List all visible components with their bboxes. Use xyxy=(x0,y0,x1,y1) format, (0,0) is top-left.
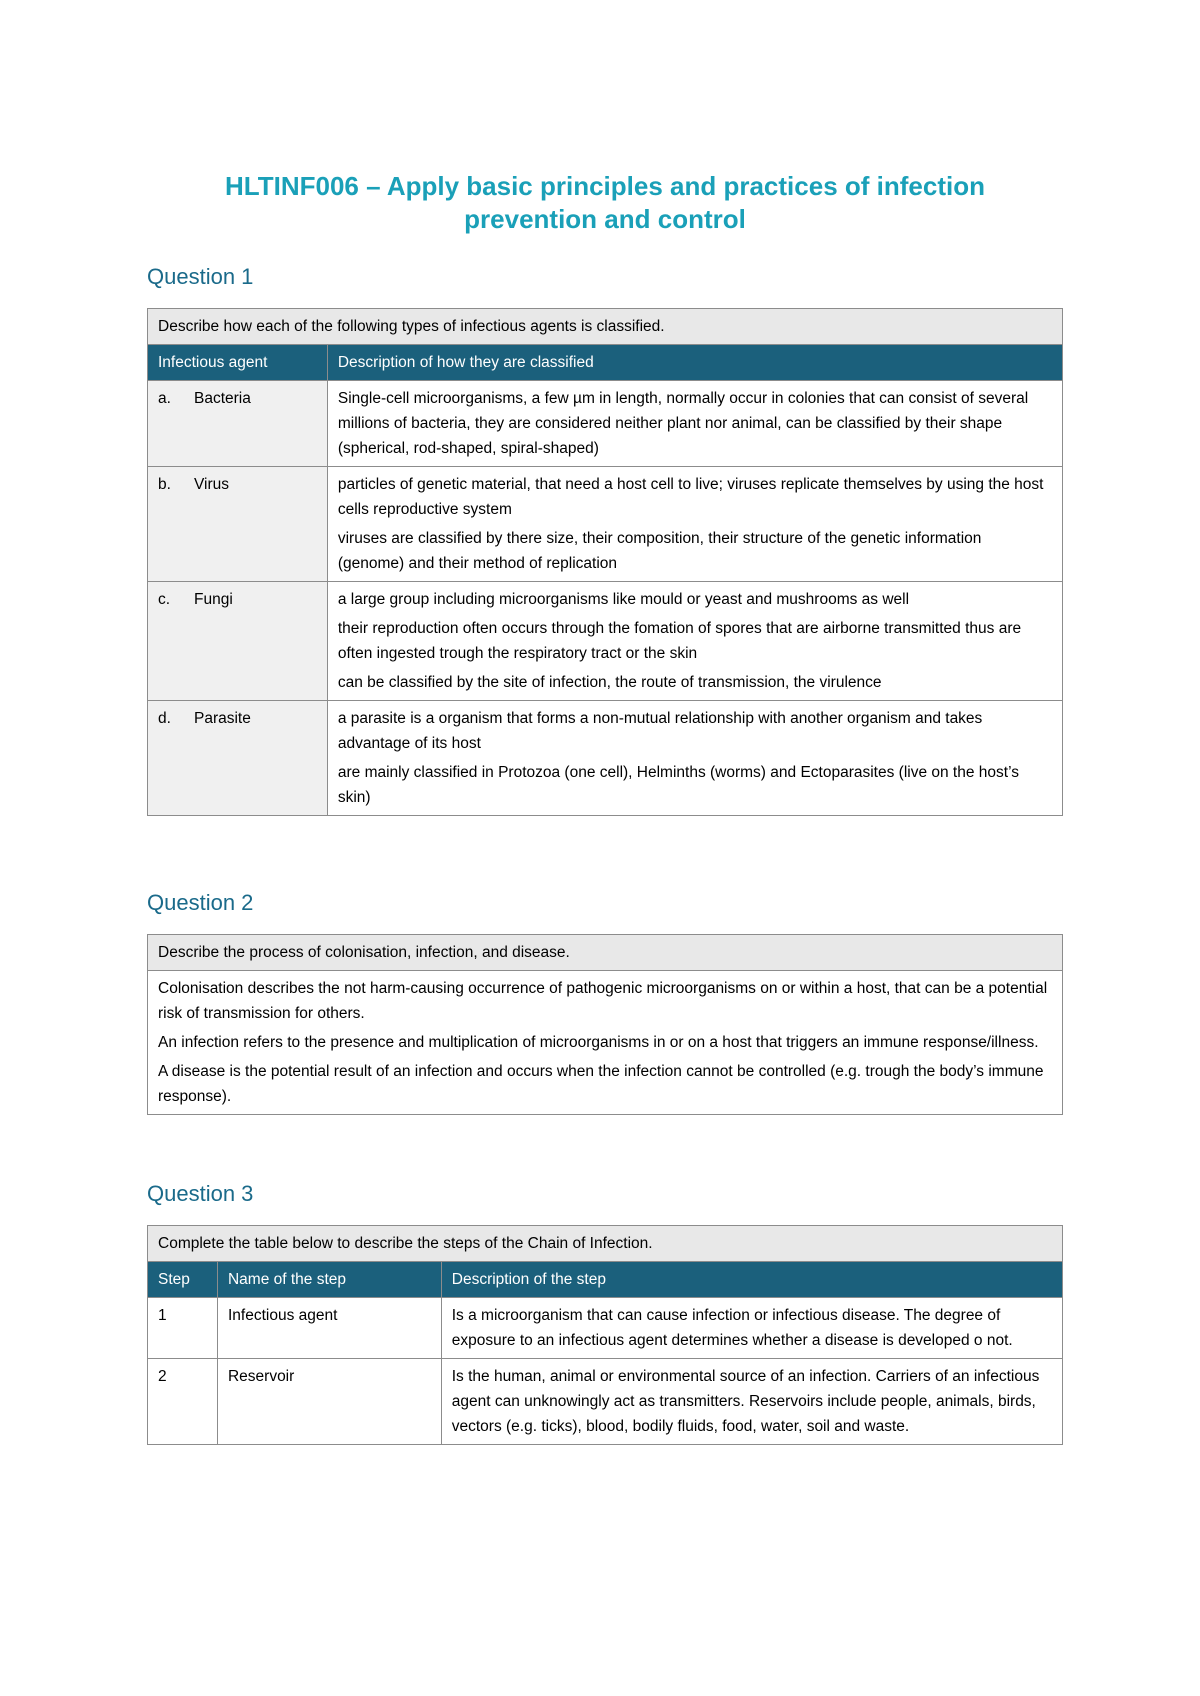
description-paragraph: their reproduction often occurs through the fomation of spores that are airborne transmitted thus are often ingested trough the respiratory tract or the skin xyxy=(337,620,1022,662)
column-header-infectious-agent: Infectious agent xyxy=(148,345,328,381)
description-cell-virus xyxy=(327,467,1062,582)
step-name: Infectious agent xyxy=(217,1298,441,1359)
agent-name: Virus xyxy=(194,476,230,493)
agent-name: Fungi xyxy=(194,591,233,608)
question-3-heading: Question 3 xyxy=(147,1181,254,1206)
question-1-header-row xyxy=(148,345,1063,381)
document-title xyxy=(147,170,1063,236)
step-description: Is a microorganism that can cause infection or infectious disease. The degree of exposure to an infectious agent determines whether a disease is developed o not. xyxy=(441,1298,1062,1359)
agent-cell-virus xyxy=(148,467,328,582)
row-letter: b. xyxy=(158,476,171,493)
document-title-line-1: HLTINF006 – Apply basic principles and practices of infection xyxy=(225,171,985,201)
description-paragraph: can be classified by the site of infection, the route of transmission, the virulence xyxy=(337,674,882,691)
question-1-table xyxy=(147,308,1063,816)
question-3-prompt: Complete the table below to describe the steps of the Chain of Infection. xyxy=(148,1226,1063,1262)
agent-name: Parasite xyxy=(194,710,251,727)
question-1-heading: Question 1 xyxy=(147,264,254,289)
description-paragraph: particles of genetic material, that need a host cell to live; viruses replicate themselves by using the host cells reproductive system xyxy=(337,476,1044,518)
description-paragraph: Single-cell microorganisms, a few µm in length, normally occur in colonies that can consist of several millions of bacteria, they are considered neither plant nor animal, can be classified by their shape (spherical, rod-shaped, spiral-shaped) xyxy=(337,390,1029,457)
question-3-header-row xyxy=(148,1262,1063,1298)
column-header-step-description: Description of the step xyxy=(441,1262,1062,1298)
column-header-step: Step xyxy=(148,1262,218,1298)
description-paragraph: a large group including microorganisms like mould or yeast and mushrooms as well xyxy=(337,591,910,608)
step-number: 2 xyxy=(148,1359,218,1445)
row-letter: a. xyxy=(158,390,171,407)
table-row-bacteria xyxy=(148,381,1063,467)
question-3-prompt-row xyxy=(148,1226,1063,1262)
description-cell-parasite xyxy=(327,701,1062,816)
question-2-prompt-row xyxy=(148,935,1063,971)
question-2-prompt: Describe the process of colonisation, infection, and disease. xyxy=(148,935,1063,971)
description-paragraph: a parasite is a organism that forms a non-mutual relationship with another organism and takes advantage of its host xyxy=(337,710,983,752)
question-2-answer xyxy=(148,971,1063,1115)
table-row-fungi xyxy=(148,582,1063,701)
agent-cell-fungi xyxy=(148,582,328,701)
question-1-prompt-row xyxy=(148,309,1063,345)
question-2-heading: Question 2 xyxy=(147,890,254,915)
step-description: Is the human, animal or environmental source of an infection. Carriers of an infectious agent can unknowingly act as transmitters. Reservoirs include people, animals, birds, vectors (e.g. ticks), blood, bodily fluids, food, water, soil and waste. xyxy=(441,1359,1062,1445)
step-name: Reservoir xyxy=(217,1359,441,1445)
document-title-line-2: prevention and control xyxy=(464,204,746,234)
answer-paragraph-colonisation: Colonisation describes the not harm-causing occurrence of pathogenic microorganisms on or within a host, that can be a potential risk of transmission for others. xyxy=(158,980,1048,1022)
step-number: 1 xyxy=(148,1298,218,1359)
description-cell-bacteria xyxy=(327,381,1062,467)
answer-paragraph-disease: A disease is the potential result of an infection and occurs when the infection cannot be controlled (e.g. trough the body’s immune response). xyxy=(158,1063,1044,1105)
row-letter: c. xyxy=(158,591,171,608)
description-cell-fungi xyxy=(327,582,1062,701)
table-row-virus xyxy=(148,467,1063,582)
table-row-step-1 xyxy=(148,1298,1063,1359)
table-row-parasite xyxy=(148,701,1063,816)
question-1-prompt: Describe how each of the following types of infectious agents is classified. xyxy=(148,309,1063,345)
answer-paragraph-infection: An infection refers to the presence and multiplication of microorganisms in or on a host that triggers an immune response/illness. xyxy=(158,1034,1039,1051)
agent-name: Bacteria xyxy=(194,390,251,407)
question-3-table xyxy=(147,1225,1063,1445)
column-header-step-name: Name of the step xyxy=(217,1262,441,1298)
description-paragraph: are mainly classified in Protozoa (one cell), Helminths (worms) and Ectoparasites (live on the host’s skin) xyxy=(337,764,1019,806)
column-header-description: Description of how they are classified xyxy=(327,345,1062,381)
agent-cell-bacteria xyxy=(148,381,328,467)
question-2-table xyxy=(147,934,1063,1115)
description-paragraph: viruses are classified by there size, their composition, their structure of the genetic information (genome) and their method of replication xyxy=(337,530,982,572)
row-letter: d. xyxy=(158,710,171,727)
agent-cell-parasite xyxy=(148,701,328,816)
table-row-step-2 xyxy=(148,1359,1063,1445)
question-2-answer-row xyxy=(148,971,1063,1115)
